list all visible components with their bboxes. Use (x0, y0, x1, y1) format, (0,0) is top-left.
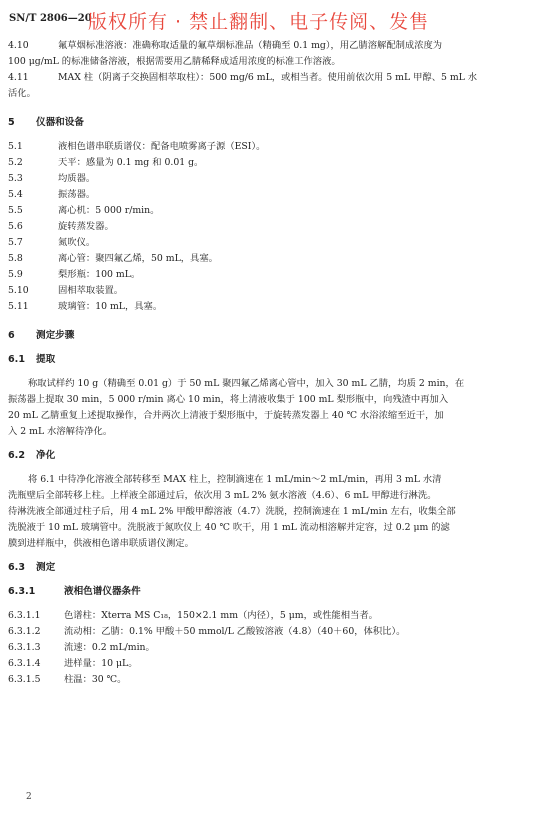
list-item (8, 267, 524, 283)
clause-text-continued: 100 μg/mL 的标准储备溶液，根据需要用乙腈稀释成适用浓度的标准工作溶液。 (8, 56, 341, 67)
paragraph-line: 待淋洗液全部通过柱子后，用 4 mL 2% 甲酸甲醇溶液（4.7）洗脱，控制滴速在 1 mL/min 左右，收集全部 (8, 506, 456, 517)
paragraph-line: 振荡器上提取 30 min，5 000 r/min 离心 10 min，将上清液收集于 100 mL 梨形瓶中，向残渣中再加入 (8, 394, 449, 405)
list-item (8, 283, 524, 299)
subsection-6-3-heading (8, 560, 524, 576)
item-number: 5.8 (8, 253, 23, 264)
item-text: 离心管：聚四氟乙烯，50 mL，具塞。 (58, 253, 218, 264)
section-5-heading (8, 115, 524, 131)
list-item (8, 299, 524, 315)
lc-conditions-list (8, 608, 524, 688)
subsection-title: 提取 (36, 354, 56, 365)
list-item (8, 203, 524, 219)
item-text: 玻璃管：10 mL，具塞。 (58, 301, 163, 312)
page-number: 2 (26, 792, 32, 802)
paragraph-line: 洗瓶壁后全部转移上柱。上样液全部通过后，依次用 3 mL 2% 氨水溶液（4.6）、6 mL 甲醇进行淋洗。 (8, 490, 437, 501)
list-item (8, 187, 524, 203)
item-number: 6.3.1.2 (8, 626, 41, 637)
item-text: 离心机：5 000 r/min。 (58, 205, 160, 216)
list-item (8, 219, 524, 235)
item-number: 5.7 (8, 237, 23, 248)
paragraph-line: 将 6.1 中待净化溶液全部转移至 MAX 柱上，控制滴速在 1 mL/min～2 mL/min，再用 3 mL 水清 (28, 474, 442, 485)
subsection-title: 液相色谱仪器条件 (64, 586, 141, 597)
item-number: 5.10 (8, 285, 29, 296)
clause-number: 4.11 (8, 72, 29, 83)
paragraph-line: 入 2 mL 水溶解待净化。 (8, 426, 113, 437)
item-text: 振荡器。 (58, 189, 96, 200)
copyright-watermark: 版权所有 · 禁止翻制、电子传阅、发售 (88, 11, 430, 33)
section-number: 5 (8, 117, 15, 128)
item-text: 进样量：10 μL。 (64, 658, 138, 669)
item-text: 液相色谱串联质谱仪：配备电喷雾离子源（ESI）。 (58, 141, 266, 152)
page-header (9, 7, 529, 33)
paragraph-line: 洗脱液于 10 mL 玻璃管中。洗脱液于氮吹仪上 40 ℃ 吹干，用 1 mL 流动相溶解并定容，过 0.2 μm 的滤 (8, 522, 450, 533)
item-text: 旋转蒸发器。 (58, 221, 114, 232)
item-text: 流速：0.2 mL/min。 (64, 642, 155, 653)
subsection-6-2-heading (8, 448, 524, 464)
section-number: 6 (8, 330, 15, 341)
list-item (8, 235, 524, 251)
item-number: 5.5 (8, 205, 23, 216)
item-number: 5.3 (8, 173, 23, 184)
subsection-title: 净化 (36, 450, 56, 461)
clause-text: MAX 柱（阴离子交换固相萃取柱）：500 mg/6 mL，或相当者。使用前依次用 5 mL 甲醇、5 mL 水 (58, 72, 478, 83)
clause-number: 4.10 (8, 40, 29, 51)
item-text: 柱温：30 ℃。 (64, 674, 127, 685)
item-number: 5.6 (8, 221, 23, 232)
section-title: 测定步骤 (36, 330, 75, 341)
document-body (8, 38, 524, 688)
subsection-number: 6.2 (8, 450, 25, 461)
section-title: 仪器和设备 (36, 117, 84, 128)
subsection-number: 6.1 (8, 354, 25, 365)
equipment-list (8, 139, 524, 315)
list-item (8, 624, 524, 640)
item-text: 色谱柱：Xterra MS C₁₈，150×2.1 mm（内径），5 μm，或性能相当者。 (64, 610, 378, 621)
item-number: 5.4 (8, 189, 23, 200)
subsection-number: 6.3 (8, 562, 25, 573)
list-item (8, 672, 524, 688)
list-item (8, 155, 524, 171)
subsection-6-1-heading (8, 352, 524, 368)
clause-4-10 (8, 38, 524, 54)
list-item (8, 171, 524, 187)
list-item (8, 139, 524, 155)
item-number: 5.11 (8, 301, 29, 312)
item-number: 6.3.1.4 (8, 658, 41, 669)
item-number: 5.9 (8, 269, 23, 280)
list-item (8, 251, 524, 267)
subsection-title: 测定 (36, 562, 56, 573)
list-item (8, 656, 524, 672)
item-text: 均质器。 (58, 173, 96, 184)
item-number: 6.3.1.1 (8, 610, 41, 621)
item-number: 6.3.1.3 (8, 642, 41, 653)
list-item (8, 640, 524, 656)
clause-text: 氟草烟标准溶液：准确称取适量的氟草烟标准品（精确至 0.1 mg），用乙腈溶解配制成浓度为 (58, 40, 443, 51)
item-text: 梨形瓶：100 mL。 (58, 269, 141, 280)
item-text: 氮吹仪。 (58, 237, 96, 248)
subsection-number: 6.3.1 (8, 586, 36, 597)
paragraph-line: 20 mL 乙腈重复上述提取操作，合并两次上清液于梨形瓶中，于旋转蒸发器上 40 ℃ 水浴浓缩至近干，加 (8, 410, 444, 421)
item-text: 天平：感量为 0.1 mg 和 0.01 g。 (58, 157, 204, 168)
standard-code: SN/T 2806—20 (9, 13, 92, 24)
item-number: 6.3.1.5 (8, 674, 41, 685)
clause-4-11 (8, 70, 524, 86)
item-text: 固相萃取装置。 (58, 285, 124, 296)
clause-text-continued: 活化。 (8, 88, 36, 99)
item-text: 流动相：乙腈：0.1% 甲酸＋50 mmol/L 乙酸铵溶液（4.8）（40＋60，体积比）。 (64, 626, 406, 637)
paragraph-line: 膜到进样瓶中，供液相色谱串联质谱仪测定。 (8, 538, 194, 549)
section-6-heading (8, 328, 524, 344)
item-number: 5.1 (8, 141, 23, 152)
item-number: 5.2 (8, 157, 23, 168)
paragraph-line: 称取试样约 10 g（精确至 0.01 g）于 50 mL 聚四氟乙烯离心管中，加入 30 mL 乙腈，均质 2 min，在 (28, 378, 465, 389)
subsection-6-3-1-heading (8, 584, 524, 600)
list-item (8, 608, 524, 624)
